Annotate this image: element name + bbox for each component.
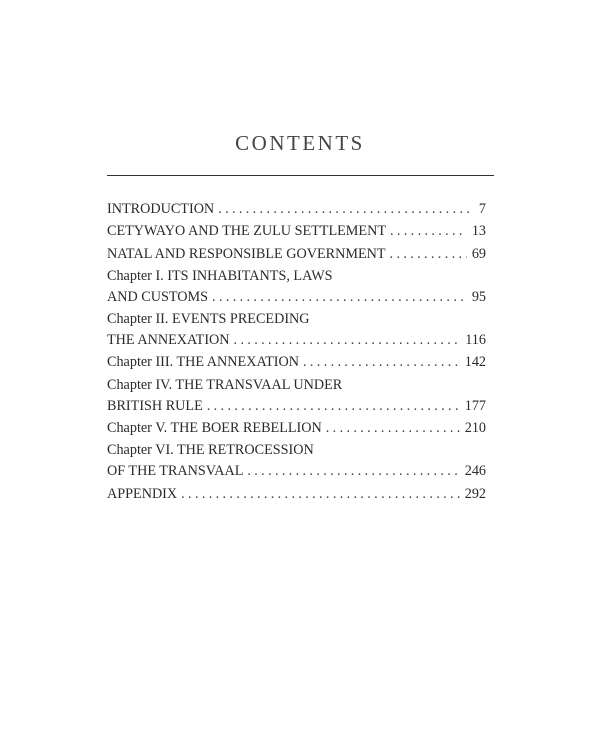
toc-entry-chapter-2 <box>107 309 486 351</box>
dot-leader <box>390 244 467 265</box>
table-of-contents <box>107 199 486 506</box>
dot-leader <box>181 484 460 505</box>
dot-leader <box>390 221 467 242</box>
toc-entry-natal <box>107 244 486 265</box>
toc-entry-title: INTRODUCTION <box>107 201 215 217</box>
title-rule <box>107 175 494 176</box>
page-title: CONTENTS <box>235 131 365 155</box>
dot-leader <box>207 396 460 417</box>
toc-entry-title: CETYWAYO AND THE ZULU SETTLEMENT <box>107 223 386 240</box>
toc-entry-chapter-4 <box>107 375 486 417</box>
toc-page-number: 246 <box>464 463 486 480</box>
toc-page-number: 7 <box>478 201 486 217</box>
toc-entry-title-continued: AND CUSTOMS <box>107 288 209 305</box>
toc-entry-chapter-6 <box>107 440 486 482</box>
toc-entry-title-continued: BRITISH RULE <box>107 397 203 414</box>
toc-entry-title-continued: OF THE TRANSVAAL <box>107 463 244 480</box>
dot-leader <box>234 330 461 351</box>
toc-page-number: 13 <box>471 223 486 240</box>
toc-page-number: 210 <box>464 420 486 437</box>
toc-entry-title: Chapter VI. THE RETROCESSION <box>107 442 314 459</box>
toc-entry-title: Chapter II. EVENTS PRECEDING <box>107 311 310 328</box>
toc-page-number: 69 <box>471 245 486 262</box>
dot-leader <box>303 352 460 373</box>
toc-entry-title: Chapter III. THE ANNEXATION <box>107 354 300 371</box>
toc-entry-title: APPENDIX <box>107 485 178 502</box>
toc-page-number: 95 <box>471 288 486 305</box>
toc-entry-chapter-1 <box>107 266 486 308</box>
toc-page-number: 142 <box>464 354 486 371</box>
toc-page-number: 116 <box>465 332 486 349</box>
toc-entry-title: Chapter V. THE BOER REBELLION <box>107 420 322 437</box>
toc-entry-title: NATAL AND RESPONSIBLE GOVERNMENT <box>107 245 386 262</box>
toc-page-number: 292 <box>464 485 486 502</box>
dot-leader <box>247 461 459 482</box>
toc-entry-cetywayo <box>107 221 486 242</box>
toc-entry-chapter-5 <box>107 418 486 439</box>
toc-page-number: 177 <box>464 397 486 414</box>
dot-leader <box>326 418 460 439</box>
toc-entry-chapter-3 <box>107 352 486 373</box>
toc-entry-appendix <box>107 484 486 505</box>
toc-entry-title: Chapter I. ITS INHABITANTS, LAWS <box>107 267 333 284</box>
toc-entry-introduction <box>107 199 486 220</box>
toc-entry-title-continued: THE ANNEXATION <box>107 332 230 349</box>
dot-leader <box>212 287 467 308</box>
toc-entry-title: Chapter IV. THE TRANSVAAL UNDER <box>107 376 343 393</box>
dot-leader <box>218 199 474 220</box>
